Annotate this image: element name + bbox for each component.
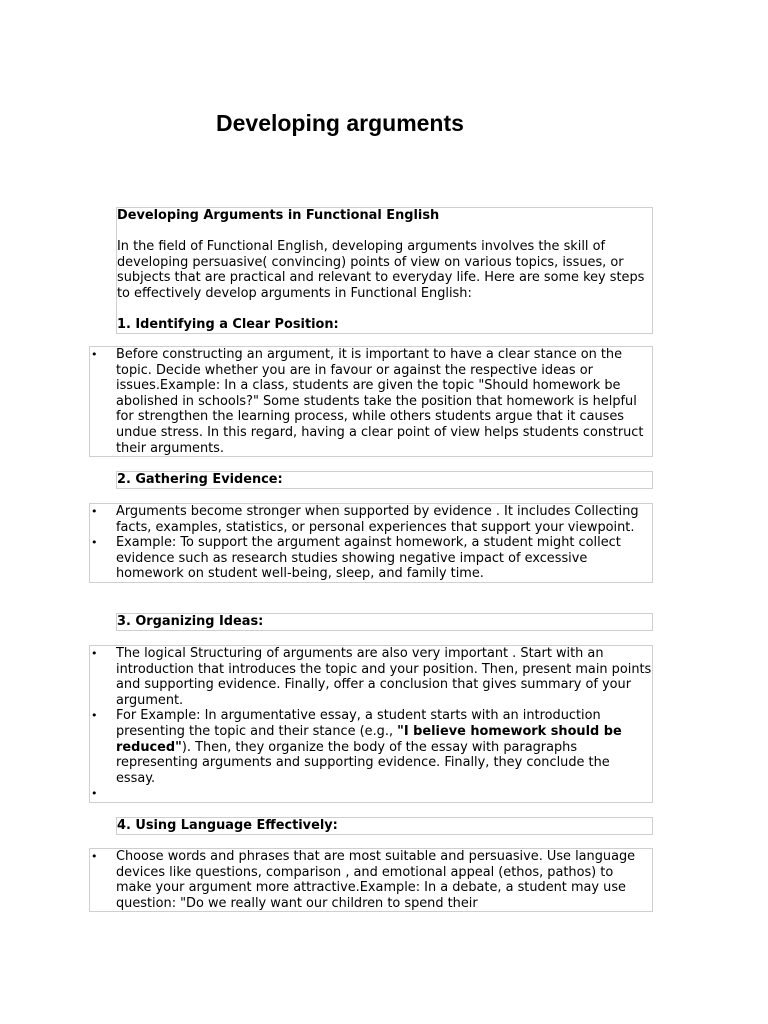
- list-item: • Choose words and phrases that are most suitable and persuasive. Use language devices like questions, comparison , and emotional appeal (ethos, pathos) to make your argument more attractive.Example: In a debate, a student may use question: "Do we really want our children to spend their: [116, 849, 652, 911]
- list-item: • Before constructing an argument, it is important to have a clear stance on the topic. Decide whether you are in favour or against the respective ideas or issues.Example: In a class, students are given the topic "Should homework be abolished in schools?" Some students take the position that homework is helpful for strengthen the learning process, while others students argue that it causes undue stress. In this regard, having a clear point of view helps students construct their arguments.: [116, 347, 652, 456]
- spacer: [117, 224, 652, 240]
- list-item: • Arguments become stronger when supported by evidence . It includes Collecting facts, examples, statistics, or personal experiences that support your viewpoint.: [116, 504, 652, 535]
- intro-box: [116, 207, 653, 334]
- section3-heading: 3. Organizing Ideas:: [117, 614, 264, 629]
- list-item: [116, 708, 652, 786]
- section1-heading: 1. Identifying a Clear Position:: [117, 317, 339, 333]
- intro-paragraph: In the field of Functional English, developing arguments involves the skill of developing persuasive( convincing) points of view on various topics, issues, or subjects that are practical and relevant to everyday life. Here are some key steps to effectively develop arguments in Functional English:: [117, 239, 645, 301]
- section4-list-box: [89, 848, 653, 912]
- section2-list: [90, 504, 652, 582]
- section4-list: [90, 849, 652, 911]
- page-title: Developing arguments: [216, 110, 464, 136]
- example-text-continued: ). Then, they organize the body of the essay with paragraphs representing arguments and supporting evidence. Finally, they conclude the essay.: [116, 739, 610, 786]
- list-item: • The logical Structuring of arguments are also very important . Start with an introduction that introduces the topic and your position. Then, present main points and supporting evidence. Finally, offer a conclusion that gives summary of your argument.: [116, 646, 652, 708]
- section2-heading: 2. Gathering Evidence:: [117, 472, 283, 487]
- list-item-empty: [116, 786, 652, 802]
- section1-list: [90, 347, 652, 456]
- section3-heading-box: [116, 613, 653, 631]
- section3-list-box: [89, 645, 653, 803]
- example-text: For Example: In argumentative essay, a student starts with an introduction presenting the topic and their stance (e.g.,: [116, 708, 601, 739]
- section2-list-box: [89, 503, 653, 583]
- section4-heading: 4. Using Language Effectively:: [117, 818, 338, 833]
- section1-list-box: [89, 346, 653, 457]
- intro-heading: Developing Arguments in Functional English: [117, 208, 440, 223]
- section3-list: [90, 646, 652, 802]
- list-item: • Example: To support the argument against homework, a student might collect evidence such as research studies showing negative impact of excessive homework on student well-being, sleep, and family time.: [116, 535, 652, 582]
- section2-heading-box: [116, 471, 653, 489]
- spacer: [117, 302, 652, 318]
- example-quote: "I believe homework should be reduced": [116, 723, 622, 755]
- section4-heading-box: [116, 817, 653, 835]
